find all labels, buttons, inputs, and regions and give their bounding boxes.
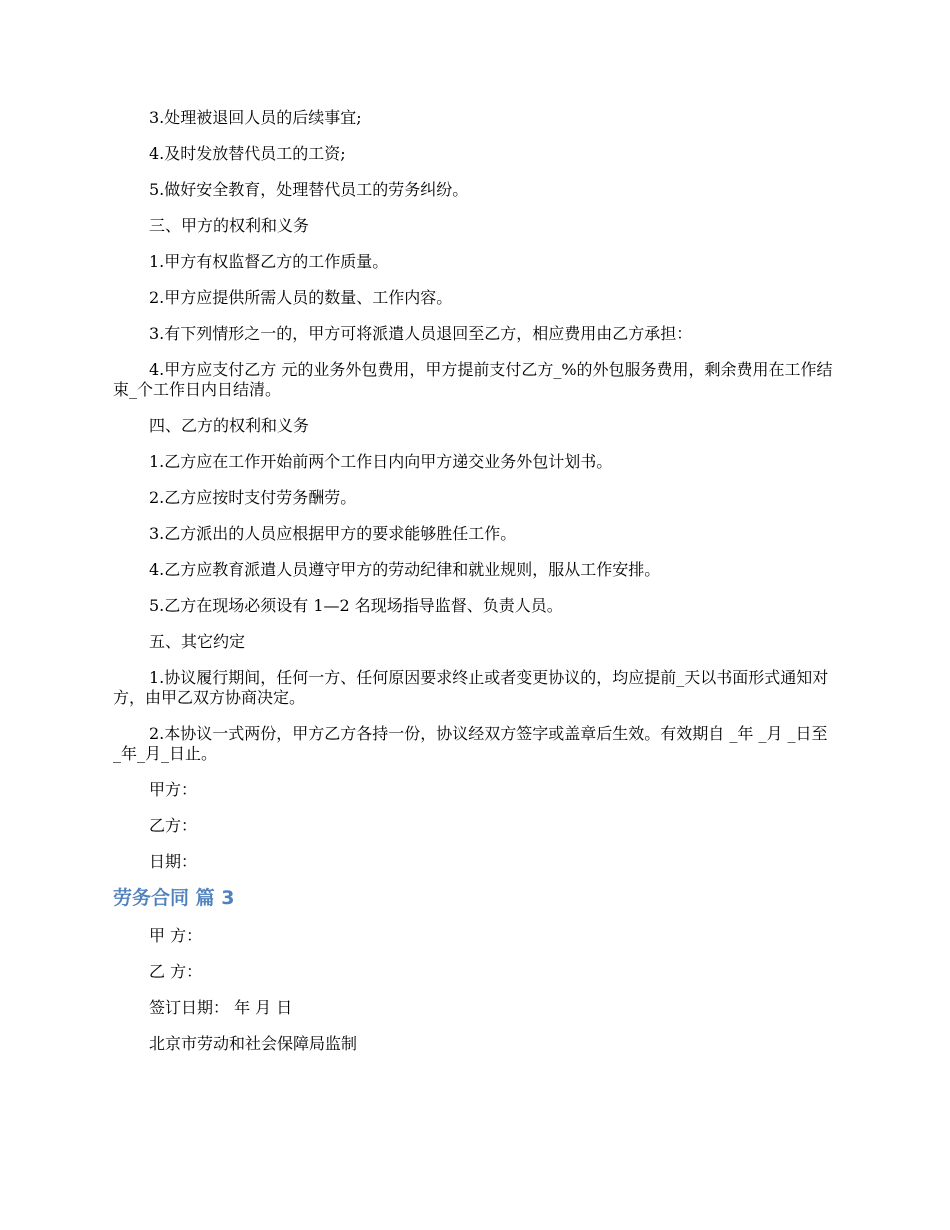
section-title: 五、其它约定 xyxy=(149,632,246,651)
signature-date: 日期： xyxy=(149,852,198,871)
supervisor-line: 北京市劳动和社会保障局监制 xyxy=(149,1034,358,1053)
paragraph: 2.本协议一式两份，甲方乙方各持一份，协议经双方签字或盖章后生效。有效期自 _年 _月 _日至 _年_月_日止。 xyxy=(113,724,833,763)
paragraph: 4.甲方应支付乙方 元的业务外包费用，甲方提前支付乙方_%的外包服务费用，剩余费用在工作结束_个工作日内日结清。 xyxy=(113,360,833,399)
party-b-line: 乙 方： xyxy=(149,962,203,981)
paragraph: 5.乙方在现场必须设有 1—2 名现场指导监督、负责人员。 xyxy=(149,596,563,615)
paragraph: 4.及时发放替代员工的工资; xyxy=(149,144,346,163)
paragraph: 3.有下列情形之一的，甲方可将派遣人员退回至乙方，相应费用由乙方承担： xyxy=(149,324,693,343)
party-a-line: 甲 方： xyxy=(149,926,203,945)
paragraph: 1.甲方有权监督乙方的工作质量。 xyxy=(149,252,389,271)
paragraph: 2.乙方应按时支付劳务酬劳。 xyxy=(149,488,357,507)
section-heading: 劳务合同 篇 3 xyxy=(113,887,235,909)
paragraph: 1.乙方应在工作开始前两个工作日内向甲方递交业务外包计划书。 xyxy=(149,452,613,471)
document-page xyxy=(113,108,838,1054)
signature-party-a: 甲方： xyxy=(149,780,198,799)
signature-party-b: 乙方： xyxy=(149,816,198,835)
paragraph: 3.处理被退回人员的后续事宜; xyxy=(149,108,362,127)
section-title: 三、甲方的权利和义务 xyxy=(149,216,310,235)
paragraph: 1.协议履行期间，任何一方、任何原因要求终止或者变更协议的，均应提前_天以书面形式通知对方，由甲乙双方协商决定。 xyxy=(113,668,829,707)
paragraph: 3.乙方派出的人员应根据甲方的要求能够胜任工作。 xyxy=(149,524,517,543)
paragraph: 5.做好安全教育，处理替代员工的劳务纠纷。 xyxy=(149,180,469,199)
section-title: 四、乙方的权利和义务 xyxy=(149,416,310,435)
signing-date-line: 签订日期： 年 月 日 xyxy=(149,998,293,1017)
paragraph: 4.乙方应教育派遣人员遵守甲方的劳动纪律和就业规则，服从工作安排。 xyxy=(149,560,661,579)
paragraph: 2.甲方应提供所需人员的数量、工作内容。 xyxy=(149,288,453,307)
